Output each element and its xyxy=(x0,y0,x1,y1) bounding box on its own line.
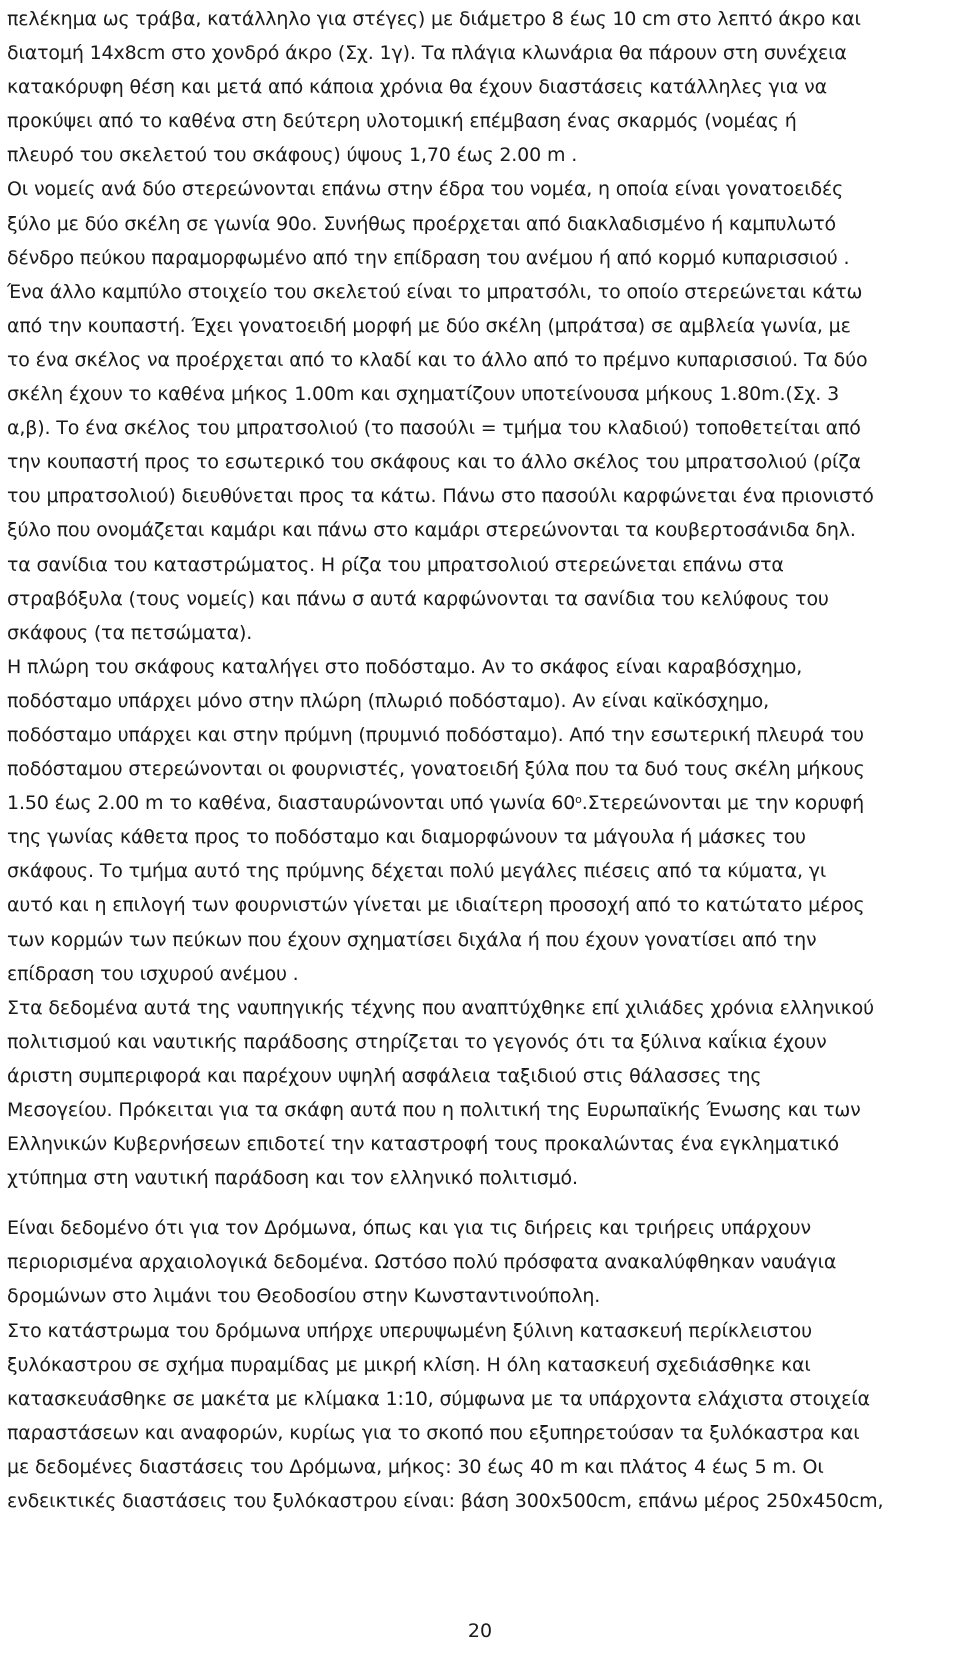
text-line: Η πλώρη του σκάφους καταλήγει στο ποδόσταμο. Αν το σκάφος είναι καραβόσχημο, xyxy=(7,655,803,678)
text-line-with-superscript xyxy=(7,786,953,820)
text-line: στραβόξυλα (τους νομείς) και πάνω σ αυτά καρφώνονται τα σανίδια του κελύφους του xyxy=(7,587,829,610)
text-line: τα σανίδια του καταστρώματος. Η ρίζα του μπρατσολιού στερεώνεται επάνω στα xyxy=(7,553,784,576)
text-line: ξυλόκαστρου σε σχήμα πυραμίδας με μικρή κλίση. Η όλη κατασκευή σχεδιάσθηκε και xyxy=(7,1353,811,1376)
text-line: Ένα άλλο καμπύλο στοιχείο του σκελετού είναι το μπρατσόλι, το οποίο στερεώνεται κάτω xyxy=(7,280,863,303)
text-line: με δεδομένες διαστάσεις του Δρόμωνα, μήκος: 30 έως 40 m και πλάτος 4 έως 5 m. Οι xyxy=(7,1455,824,1478)
text-line: ενδεικτικές διαστάσεις του ξυλόκαστρου είναι: βάση 300x500cm, επάνω μέρος 250x450cm, xyxy=(7,1490,884,1513)
text-line: ποδόσταμο υπάρχει μόνο στην πλώρη (πλωριό ποδόσταμο). Αν είναι καϊκόσχημο, xyxy=(7,689,770,712)
text-line: την κουπαστή προς το εσωτερικό του σκάφους και το άλλο σκέλος του μπρατσολιού (ρίζα xyxy=(7,451,861,474)
text-line: ξύλο με δύο σκέλη σε γωνία 90ο. Συνήθως προέρχεται από διακλαδισμένο ή καμπυλωτό xyxy=(7,212,836,235)
document-page xyxy=(7,2,953,1518)
text-line: δένδρο πεύκου παραμορφωμένο από την επίδραση του ανέμου ή από κορμό κυπαρισσιού . xyxy=(7,246,850,269)
text-line: χτύπημα στη ναυτική παράδοση και τον ελληνικό πολιτισμό. xyxy=(7,1167,578,1190)
text-line: πλευρό του σκελετού του σκάφους) ύψους 1,70 έως 2.00 m . xyxy=(7,144,578,167)
text-line: Στα δεδομένα αυτά της ναυπηγικής τέχνης που αναπτύχθηκε επί χιλιάδες χρόνια ελληνικού xyxy=(7,996,874,1019)
degree-superscript: ο xyxy=(575,793,582,807)
page-number: 20 xyxy=(467,1620,493,1642)
text-line: κατακόρυφη θέση και μετά από κάποια χρόνια θα έχουν διαστάσεις κατάλληλες για να xyxy=(7,76,827,99)
text-line: διατομή 14x8cm στο χονδρό άκρο (Σχ. 1γ). Τα πλάγια κλωνάρια θα πάρουν στη συνέχεια xyxy=(7,42,847,65)
text-line: το ένα σκέλος να προέρχεται από το κλαδί και το άλλο από το πρέμνο κυπαρισσιού. Τα δύο xyxy=(7,348,868,371)
text-line: Οι νομείς ανά δύο στερεώνονται επάνω στην έδρα του νομέα, η οποία είναι γονατοειδές xyxy=(7,178,844,201)
text-line: από την κουπαστή. Έχει γονατοειδή μορφή με δύο σκέλη (μπράτσα) σε αμβλεία γωνία, με xyxy=(7,314,851,337)
text-line: πελέκημα ως τράβα, κατάλληλο για στέγες) με διάμετρο 8 έως 10 cm στο λεπτό άκρο και xyxy=(7,8,861,30)
text-segment: 1.50 έως 2.00 m το καθένα, διασταυρώνονται υπό γωνία 60 xyxy=(7,792,576,815)
text-line: α,β). Το ένα σκέλος του μπρατσολιού (το πασούλι = τμήμα του κλαδιού) τοποθετείται από xyxy=(7,417,861,440)
text-line: Είναι δεδομένο ότι για τον Δρόμωνα, όπως και για τις διήρεις και τριήρεις υπάρχουν xyxy=(7,1217,811,1240)
text-line: πολιτισμού και ναυτικής παράδοσης στηρίζεται το γεγονός ότι τα ξύλινα καΐκια έχουν xyxy=(7,1030,827,1053)
text-line: προκύψει από το καθένα στη δεύτερη υλοτομική επέμβαση ένας σκαρμός (νομέας ή xyxy=(7,110,797,133)
text-line: Μεσογείου. Πρόκειται για τα σκάφη αυτά που η πολιτική της Ευρωπαϊκής Ένωσης και των xyxy=(7,1099,861,1121)
text-line: ποδόσταμου στερεώνονται οι φουρνιστές, γονατοειδή ξύλα που τα δυό τους σκέλη μήκους xyxy=(7,758,865,781)
text-line: σκάφους. Το τμήμα αυτό της πρύμνης δέχεται πολύ μεγάλες πιέσεις από τα κύματα, γι xyxy=(7,860,827,883)
text-line: κατασκευάσθηκε σε μακέτα με κλίμακα 1:10, σύμφωνα με τα υπάρχοντα ελάχιστα στοιχεία xyxy=(7,1387,870,1410)
text-line: δρομώνων στο λιμάνι του Θεοδοσίου στην Κωνσταντινούπολη. xyxy=(7,1285,601,1308)
text-line: αυτό και η επιλογή των φουρνιστών γίνεται με ιδιαίτερη προσοχή από το κατώτατο μέρος xyxy=(7,894,865,917)
text-line: άριστη συμπεριφορά και παρέχουν υψηλή ασφάλεια ταξιδιού στις θάλασσες της xyxy=(7,1064,762,1087)
text-line: των κορμών των πεύκων που έχουν σχηματίσει διχάλα ή που έχουν γονατίσει από την xyxy=(7,928,817,951)
text-line: επίδραση του ισχυρού ανέμου . xyxy=(7,962,299,985)
text-line: σκάφους (τα πετσώματα). xyxy=(7,621,253,644)
text-line: περιορισμένα αρχαιολογικά δεδομένα. Ωστόσο πολύ πρόσφατα ανακαλύφθηκαν ναυάγια xyxy=(7,1251,837,1274)
text-line: της γωνίας κάθετα προς το ποδόσταμο και διαμορφώνουν τα μάγουλα ή μάσκες του xyxy=(7,826,806,849)
text-line: ξύλο που ονομάζεται καμάρι και πάνω στο καμάρι στερεώνονται τα κουβερτοσάνιδα δηλ. xyxy=(7,519,856,542)
text-line: Στο κατάστρωμα του δρόμωνα υπήρχε υπερυψωμένη ξύλινη κατασκευή περίκλειστου xyxy=(7,1319,812,1342)
text-line: παραστάσεων και αναφορών, κυρίως για το σκοπό που εξυπηρετούσαν τα ξυλόκαστρα και xyxy=(7,1421,860,1444)
text-line: ποδόσταμο υπάρχει και στην πρύμνη (πρυμνιό ποδόσταμο). Από την εσωτερική πλευρά του xyxy=(7,723,864,746)
text-line: Ελληνικών Κυβερνήσεων επιδοτεί την καταστροφή τους προκαλώντας ένα εγκληματικό xyxy=(7,1133,840,1156)
text-segment: .Στερεώνονται με την κορυφή xyxy=(581,792,864,815)
text-line: σκέλη έχουν το καθένα μήκος 1.00m και σχηματίζουν υποτείνουσα μήκους 1.80m.(Σχ. 3 xyxy=(7,383,840,406)
text-line: του μπρατσολιού) διευθύνεται προς τα κάτω. Πάνω στο πασούλι καρφώνεται ένα πριονιστό xyxy=(7,485,874,508)
